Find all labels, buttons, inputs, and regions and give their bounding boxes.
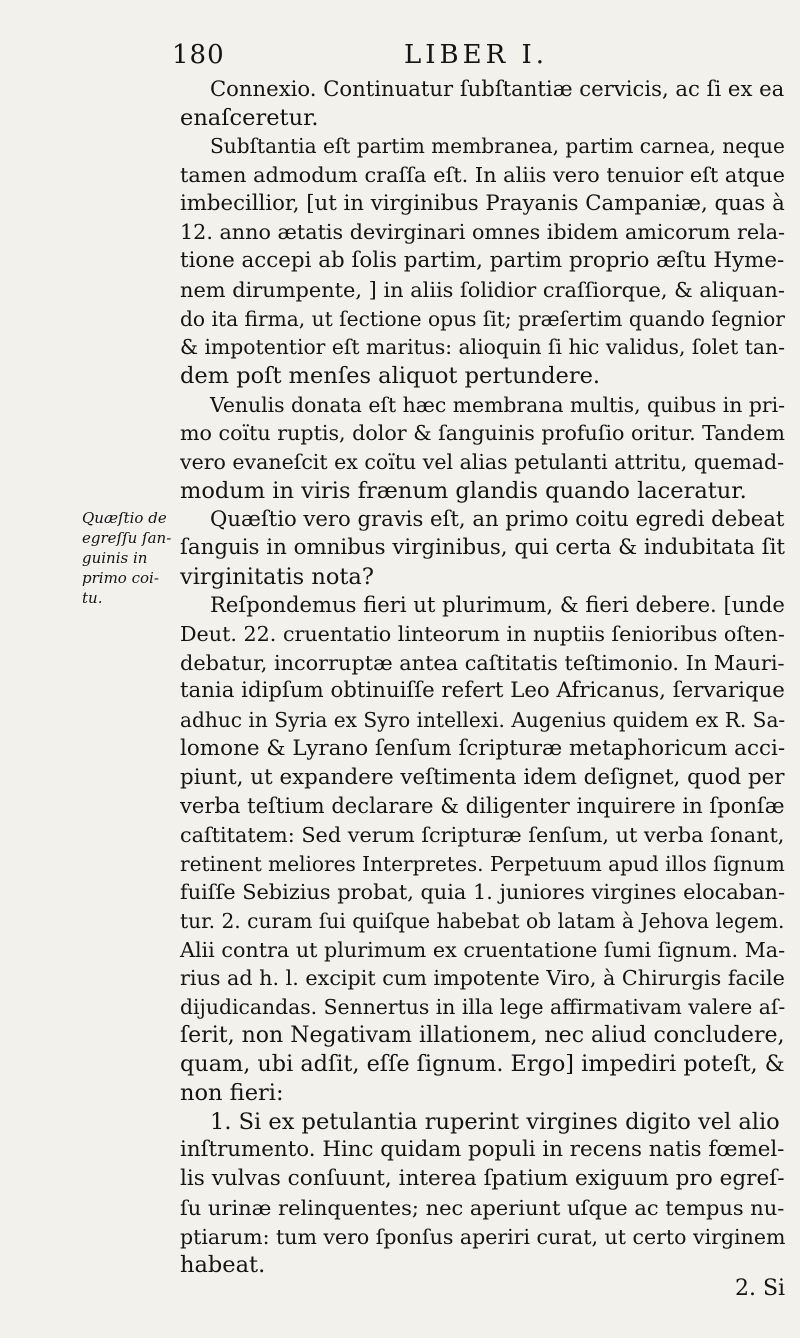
text-line: lomone & Lyrano ſenſum ſcripturæ metaphoricum acci-: [180, 735, 786, 761]
text-line: ſanguis in omnibus virginibus, qui certa & indubitata ſit: [180, 535, 785, 560]
text-line: ſerit, non Negativam illationem, nec aliud concludere,: [180, 1022, 785, 1048]
text-line: do ita firma, ut ſectione opus ſit; præſertim quando ſegnior: [180, 306, 785, 331]
marginal-note-line: Quæſtio de: [82, 509, 167, 527]
text-line: tione accepi ab ſolis partim, partim proprio æſtu Hyme-: [180, 248, 785, 274]
text-line: Deut. 22. cruentatio linteorum in nuptiis ſenioribus oſten-: [180, 622, 785, 647]
text-line: tur. 2. curam ſui quiſque habebat ob latam à Jehova legem.: [180, 908, 785, 933]
running-head: LIBER I.: [404, 40, 548, 70]
text-line: non fieri:: [180, 1080, 284, 1107]
text-line: verba teſtium declarare & diligenter inquirere in ſponſæ: [180, 793, 785, 819]
text-line: Venulis donata eſt hæc membrana multis, quibus in pri-: [210, 392, 786, 417]
marginal-note-line: primo coi-: [82, 569, 159, 587]
text-line: Alii contra ut plurimum ex cruentatione ſumi ſignum. Ma-: [180, 937, 786, 962]
marginal-note: [82, 508, 178, 608]
text-line: 1. Si ex petulantia ruperint virgines digito vel alio: [210, 1108, 780, 1135]
text-line: habeat.: [180, 1252, 266, 1279]
text-line: virginitatis nota?: [180, 563, 374, 590]
marginal-note-line: egreſſu ſan-: [82, 529, 172, 547]
text-line: fuiſſe Sebizius probat, quia 1. juniores virgines elocaban-: [180, 880, 785, 905]
text-line: Connexio. Continuatur ſubſtantiæ cervicis, ac ſi ex ea: [210, 76, 785, 101]
text-line: ſu urinæ relinquentes; nec aperiunt uſque ac tempus nu-: [180, 1195, 785, 1220]
text-line: Quæſtio vero gravis eſt, an primo coitu egredi debeat: [210, 506, 785, 532]
text-line: rius ad h. l. excipit cum impotente Viro, à Chirurgis facile: [180, 966, 785, 991]
main-text: [180, 75, 785, 1280]
text-line: modum in viris frænum glandis quando laceratur.: [180, 477, 747, 504]
text-line: lis vulvas conſuunt, interea ſpatium exiguum pro egreſ-: [180, 1166, 785, 1192]
text-line: Subſtantia eſt partim membranea, partim carnea, neque: [210, 134, 785, 159]
text-line: quam, ubi adſit, eſſe ſignum. Ergo] impediri poteſt, &: [180, 1051, 785, 1078]
text-line: & impotentior eſt maritus: alioquin ſi hic validus, ſolet tan-: [180, 335, 785, 360]
text-line: vero evaneſcit ex coïtu vel alias petulanti attritu, quemad-: [180, 449, 785, 474]
text-line: imbecillior, [ut in virginibus Prayanis Campaniæ, quas à: [180, 190, 785, 216]
catchword: 2. Si: [735, 1276, 786, 1301]
text-line: debatur, incorruptæ antea caſtitatis teſtimonio. In Mauri-: [180, 650, 785, 675]
text-line: tania idipſum obtinuiſſe refert Leo Africanus, ſervarique: [180, 678, 785, 704]
text-line: dijudicandas. Sennertus in illa lege affirmativam valere aſ-: [180, 995, 786, 1019]
text-line: Reſpondemus fieri ut plurimum, & fieri debere. [unde: [210, 592, 785, 618]
text-line: dem poſt menſes aliquot pertundere.: [180, 362, 601, 389]
text-line: ptiarum: tum vero ſponſus aperiri curat, ut certo virginem: [180, 1224, 786, 1249]
text-line: adhuc in Syria ex Syro intellexi. Augenius quidem ex R. Sa-: [180, 708, 786, 733]
text-line: 12. anno ætatis devirginari omnes ibidem amicorum rela-: [180, 220, 786, 245]
marginal-note-line: guinis in: [82, 549, 148, 567]
text-line: enaſceretur.: [180, 104, 319, 131]
text-line: piunt, ut expandere veſtimenta idem deſignet, quod per: [180, 764, 785, 790]
text-line: mo coïtu ruptis, dolor & ſanguinis profuſio oritur. Tandem: [180, 421, 785, 446]
text-line: retinent meliores Interpretes. Perpetuum apud illos ſignum: [180, 851, 785, 876]
text-line: tamen admodum craſſa eſt. In aliis vero tenuior eſt atque: [180, 163, 785, 188]
page-number: 180: [172, 40, 225, 70]
text-line: inſtrumento. Hinc quidam populi in recens natis fœmel-: [180, 1137, 785, 1163]
marginal-note-line: tu.: [82, 589, 103, 607]
text-line: caſtitatem: Sed verum ſcripturæ ſenſum, ut verba ſonant,: [180, 822, 785, 847]
text-line: nem dirumpente, ] in aliis ſolidior craſſiorque, & aliquan-: [180, 277, 785, 302]
page-header: [172, 40, 782, 76]
